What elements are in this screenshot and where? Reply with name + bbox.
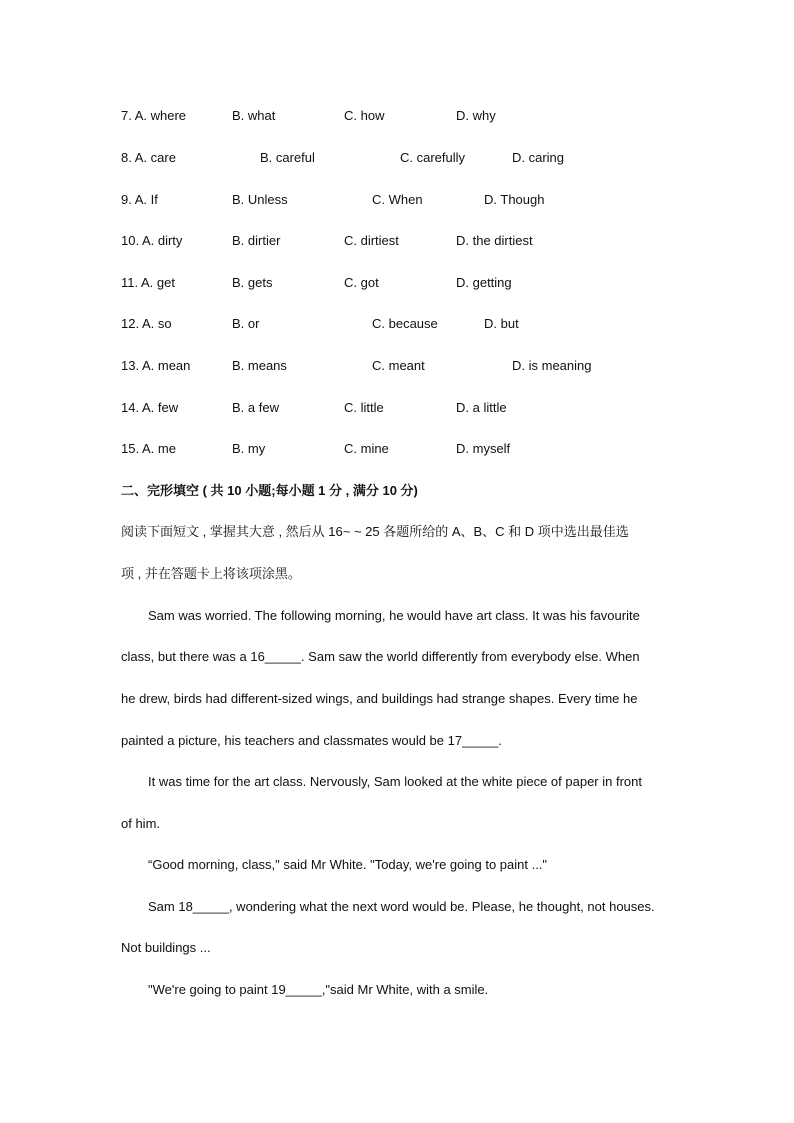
option-c: C. little <box>344 400 384 415</box>
passage-line: Not buildings ... <box>121 940 211 955</box>
option-b: B. careful <box>260 150 315 165</box>
question-row-9 <box>0 190 794 210</box>
passage-line: painted a picture, his teachers and classmates would be 17_____. <box>121 733 502 748</box>
option-a: 7. A. where <box>121 108 187 123</box>
option-b: B. dirtier <box>232 233 281 248</box>
question-row-11 <box>0 273 794 293</box>
option-a: 10. A. dirty <box>121 233 183 248</box>
option-a: 11. A. get <box>121 275 175 290</box>
option-c: C. dirtiest <box>344 233 399 248</box>
option-c: C. meant <box>372 358 425 373</box>
question-row-8 <box>0 148 794 168</box>
option-b: B. Unless <box>232 192 288 207</box>
option-c: C. When <box>372 192 423 207</box>
option-c: C. carefully <box>400 150 466 165</box>
passage-line: class, but there was a 16_____. Sam saw the world differently from everybody else. When <box>121 649 640 664</box>
passage-line: It was time for the art class. Nervously, Sam looked at the white piece of paper in front <box>148 774 642 789</box>
question-row-12 <box>0 314 794 334</box>
option-c: C. because <box>372 316 438 331</box>
question-row-14 <box>0 398 794 418</box>
passage-line: Sam was worried. The following morning, he would have art class. It was his favourite <box>148 608 640 623</box>
option-d: D. getting <box>456 275 512 290</box>
option-a: 13. A. mean <box>121 358 191 373</box>
passage-line: of him. <box>121 816 161 831</box>
passage-line: he drew, birds had different-sized wings, and buildings had strange shapes. Every time he <box>121 691 638 706</box>
option-b: B. a few <box>232 400 279 415</box>
option-d: D. Though <box>484 192 545 207</box>
option-d: D. but <box>484 316 519 331</box>
option-a: 14. A. few <box>121 400 179 415</box>
option-b: B. means <box>232 358 287 373</box>
option-c: C. mine <box>344 441 389 456</box>
question-row-10 <box>0 231 794 251</box>
option-a: 8. A. care <box>121 150 176 165</box>
option-a: 15. A. me <box>121 441 176 456</box>
option-c: C. how <box>344 108 385 123</box>
option-d: D. a little <box>456 400 507 415</box>
passage-line: "We're going to paint 19_____,"said Mr White, with a smile. <box>148 982 489 997</box>
option-b: B. what <box>232 108 276 123</box>
option-d: D. is meaning <box>512 358 592 373</box>
option-a: 9. A. If <box>121 192 158 207</box>
option-d: D. caring <box>512 150 565 165</box>
question-row-15 <box>0 439 794 459</box>
option-d: D. the dirtiest <box>456 233 533 248</box>
passage-line: Sam 18_____, wondering what the next word would be. Please, he thought, not houses. <box>148 899 655 914</box>
question-row-7 <box>0 106 794 126</box>
passage-line: “Good morning, class," said Mr White. "Today, we're going to paint ..." <box>148 857 548 872</box>
section-heading: 二、完形填空 ( 共 10 小题;每小题 1 分 , 满分 10 分) <box>121 483 418 498</box>
instruction-line-1: 阅读下面短文 , 掌握其大意 , 然后从 16~ ~ 25 各题所给的 A、B、C 和 D 项中选出最佳选 <box>121 524 629 539</box>
option-d: D. why <box>456 108 496 123</box>
option-d: D. myself <box>456 441 511 456</box>
option-b: B. my <box>232 441 266 456</box>
option-b: B. gets <box>232 275 273 290</box>
option-a: 12. A. so <box>121 316 172 331</box>
instruction-line-2: 项 , 并在答题卡上将该项涂黑。 <box>121 566 301 581</box>
option-c: C. got <box>344 275 379 290</box>
option-b: B. or <box>232 316 260 331</box>
question-row-13 <box>0 356 794 376</box>
